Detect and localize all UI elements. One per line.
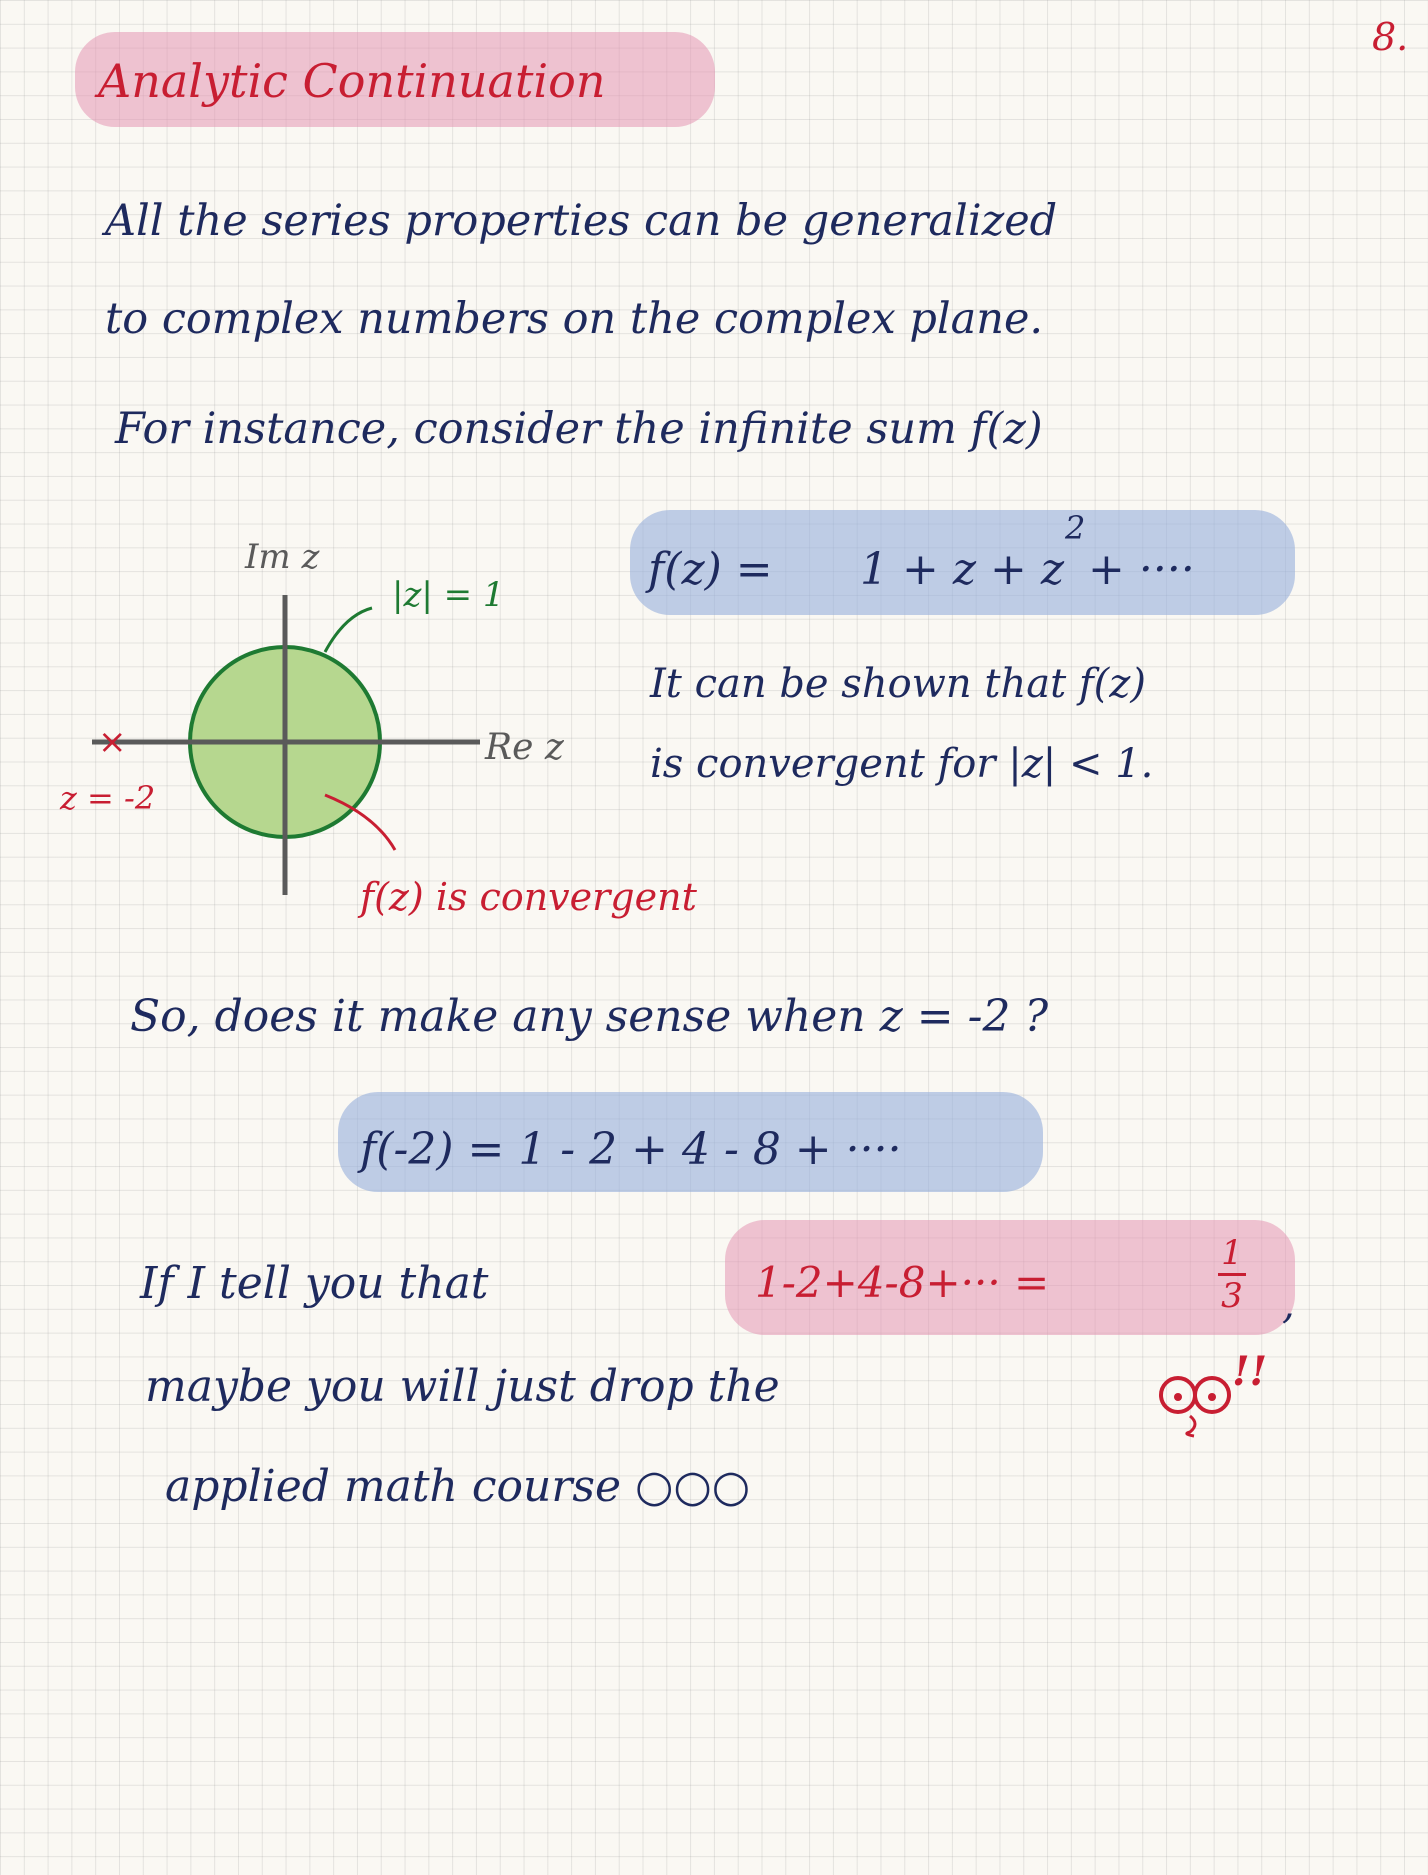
fraction-numerator: 1: [1221, 1233, 1243, 1273]
fraction-denominator: 3: [1221, 1276, 1243, 1316]
closing-line-1: maybe you will just drop the: [145, 1361, 780, 1412]
claim-fraction: [1218, 1233, 1246, 1316]
series-rhs: 1 + z + z: [860, 544, 1065, 595]
question-line: So, does it make any sense when z = -2 ?: [130, 991, 1049, 1042]
convergence-line-2: is convergent for |z| < 1.: [650, 741, 1154, 787]
imag-axis-label: Im z: [245, 537, 320, 577]
claim-suffix: ,: [1282, 1282, 1295, 1328]
series-tail: + ····: [1088, 544, 1195, 595]
intro-line-2: to complex numbers on the complex plane.: [105, 294, 1044, 344]
convergence-line-1: It can be shown that f(z): [650, 661, 1146, 707]
circle-label: |z| = 1: [392, 575, 505, 615]
circle-label-pointer: [325, 608, 372, 652]
page-title: Analytic Continuation: [98, 54, 606, 108]
point-mark: ×: [98, 722, 127, 762]
series-lhs: f(z) =: [648, 544, 773, 595]
complex-plane-diagram: [0, 520, 640, 920]
doodle-mouth: [1187, 1416, 1195, 1436]
page-number: 8.: [1372, 15, 1409, 59]
real-axis-label: Re z: [485, 727, 564, 768]
intro-line-3: For instance, consider the infinite sum f(z): [115, 404, 1043, 454]
series-exponent: 2: [1065, 509, 1086, 547]
closing-line-2: applied math course ○○○: [165, 1461, 751, 1512]
intro-line-1: All the series properties can be generalized: [105, 196, 1058, 246]
claim-prefix: If I tell you that: [140, 1258, 489, 1309]
claim-expression: 1-2+4-8+··· =: [755, 1258, 1050, 1307]
region-label: f(z) is convergent: [360, 875, 697, 919]
eval-expression: f(-2) = 1 - 2 + 4 - 8 + ····: [360, 1124, 902, 1175]
doodle-exclamation-icon: !!: [1232, 1348, 1268, 1395]
point-label: z = -2: [60, 779, 156, 817]
